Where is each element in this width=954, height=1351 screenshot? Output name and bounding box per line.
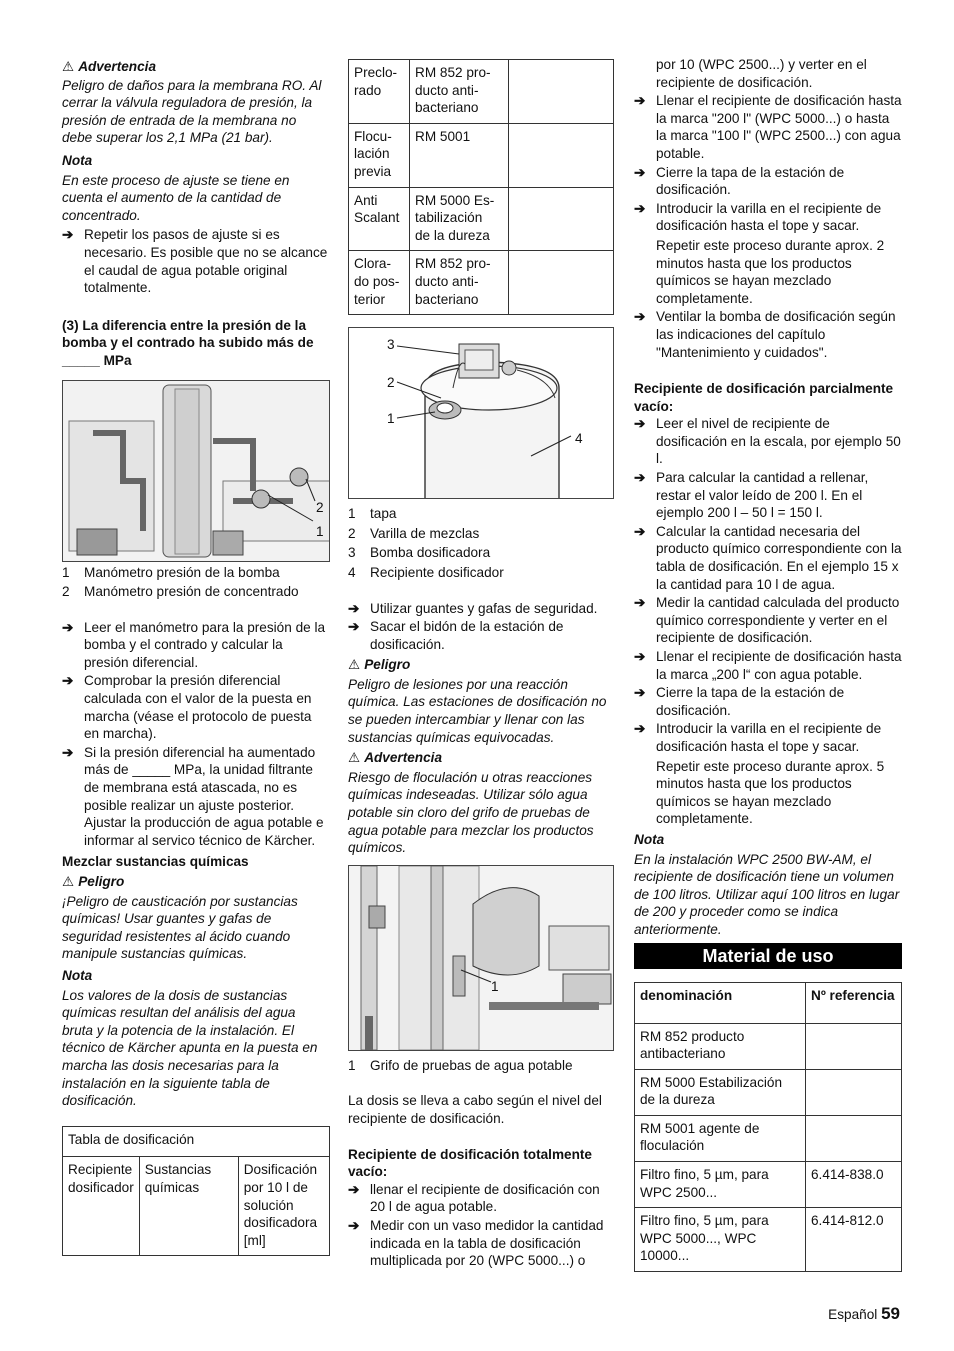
- table-row: [635, 1023, 902, 1069]
- table-cell: Preclo- rado: [349, 60, 410, 124]
- bullet-item: ➔ Llenar el recipiente de dosificación hasta la marca "200 l" (WPC 5000...) o hasta la marca "100 l" (WPC 2500...) con agua potable.: [634, 93, 902, 161]
- table-cell: 6.414-812.0: [806, 1208, 902, 1272]
- table-cell: RM 852 pro- ducto anti- bacteriano: [410, 60, 509, 124]
- arrow-icon: ➔: [634, 164, 646, 180]
- warning-text: Peligro de daños para la membrana RO. Al cerrar la válvula reguladora de presión, la presión de entrada de la membrana no debe superar los 2,1 MPa (21 bar).: [62, 77, 322, 146]
- note-heading: Nota: [62, 967, 93, 983]
- fig-label-3: 3: [387, 337, 395, 353]
- arrow-icon: ➔: [348, 619, 360, 635]
- page-footer: [828, 1305, 900, 1324]
- footer-language: Español: [828, 1307, 878, 1322]
- body-text: Repetir este proceso durante aprox. 5 minutos hasta que los productos químicos se hayan mezclado completamente.: [656, 758, 885, 827]
- bullet-item: ➔ Medir con un vaso medidor la cantidad indicada en la tabla de dosificación multiplicada por 20 (WPC 5000...) o: [348, 1217, 604, 1269]
- arrow-icon: ➔: [348, 1181, 360, 1197]
- table-row: [349, 187, 614, 251]
- table-header-cell: denominación: [635, 982, 806, 1023]
- section-heading: Mezclar sustancias químicas: [62, 854, 249, 870]
- danger-heading: ⚠ Peligro: [348, 657, 411, 673]
- table-cell: Clora- do pos- terior: [349, 251, 410, 315]
- warning-triangle-icon: ⚠: [62, 59, 75, 74]
- fig-label-1: 1: [387, 411, 395, 427]
- fig-label-1: 1: [316, 523, 324, 539]
- table-cell: RM 5001 agente de floculación: [635, 1115, 806, 1161]
- table-cell: 6.414-838.0: [806, 1162, 902, 1208]
- table-cell: Flocu- lación previa: [349, 123, 410, 187]
- table-cell: RM 852 pro- ducto anti- bacteriano: [410, 251, 509, 315]
- section-heading: Recipiente de dosificación parcialmente vacío:: [634, 381, 894, 414]
- table-cell: RM 5000 Es- tabilización de la dureza: [410, 187, 509, 251]
- table-cell: RM 852 producto antibacteriano: [635, 1023, 806, 1069]
- arrow-icon: ➔: [62, 673, 74, 689]
- arrow-icon: ➔: [62, 744, 74, 760]
- arrow-icon: ➔: [634, 649, 646, 664]
- fig-label-2: 2: [387, 375, 395, 391]
- legend-item: 1 Manómetro presión de la bomba: [62, 564, 280, 580]
- legend-item: 1 Grifo de pruebas de agua potable: [348, 1057, 573, 1073]
- dosing-table-rows: [348, 59, 614, 315]
- table-row: [349, 251, 614, 315]
- note-text: En este proceso de ajuste se tiene en cuenta el aumento de la cantidad de concentrado.: [62, 172, 290, 223]
- bullet-item: ➔ Cierre la tapa de la estación de dosificación.: [634, 164, 845, 198]
- table-title: Tabla de dosificación: [63, 1126, 330, 1157]
- table-cell: RM 5001: [410, 123, 509, 187]
- bullet-item: ➔ Utilizar guantes y gafas de seguridad.: [348, 600, 598, 616]
- bullet-item: ➔ Calcular la cantidad necesaria del producto químico correspondiente con la tabla de dosificación. En el ejemplo 15 x la cantidad para 10 l de agua.: [634, 523, 902, 592]
- legend-item: 4 Recipiente dosificador: [348, 564, 504, 580]
- section-heading: (3) La diferencia entre la presión de la bomba y el contrado ha subido más de _____ MPa: [62, 317, 314, 368]
- warning-triangle-icon: ⚠: [348, 657, 361, 673]
- table-cell: [806, 1069, 902, 1115]
- test-tap-illustration: [349, 866, 614, 1050]
- section-title-material: Material de uso: [634, 943, 902, 969]
- section-heading: Recipiente de dosificación totalmente vacío:: [348, 1146, 592, 1180]
- bullet-item: ➔ Medir la cantidad calculada del producto químico correspondiente y verter en el recipiente de dosificación.: [634, 595, 900, 646]
- warning-triangle-icon: ⚠: [62, 874, 75, 889]
- fig-label-1: 1: [491, 978, 499, 994]
- bullet-item: ➔ llenar el recipiente de dosificación con 20 l de agua potable.: [348, 1181, 600, 1215]
- bullet-item: ➔ Cierre la tapa de la estación de dosificación.: [634, 685, 845, 718]
- legend-item: 2 Manómetro presión de concentrado: [62, 584, 299, 600]
- table-cell: Filtro fino, 5 µm, para WPC 5000..., WPC 10000...: [635, 1208, 806, 1272]
- column-2: [348, 59, 614, 1270]
- table-header-row: [635, 982, 902, 1023]
- warning-heading: ⚠ Advertencia: [62, 59, 157, 74]
- arrow-icon: ➔: [634, 523, 646, 539]
- bullet-item: ➔ Comprobar la presión diferencial calculada con el valor de la puesta en marcha (véase el protocolo de puesta en marcha).: [62, 673, 312, 742]
- table-row: [635, 1162, 902, 1208]
- note-heading: Nota: [634, 831, 665, 847]
- arrow-icon: ➔: [634, 93, 646, 109]
- arrow-icon: ➔: [634, 416, 646, 432]
- arrow-icon: ➔: [62, 619, 74, 635]
- table-row: [349, 123, 614, 187]
- bullet-item: ➔ Introducir la varilla en el recipiente de dosificación hasta el tope y sacar.: [634, 200, 882, 234]
- legend-item: 3 Bomba dosificadora: [348, 545, 491, 561]
- table-cell: RM 5000 Estabilización de la dureza: [635, 1069, 806, 1115]
- column-1: [62, 56, 330, 1256]
- table-header-cell: Dosificación por 10 l de solución dosificadora [ml]: [238, 1157, 329, 1256]
- table-row: [635, 1069, 902, 1115]
- fig-label-4: 4: [575, 431, 583, 447]
- danger-text: Peligro de lesiones por una reacción química. Las estaciones de dosificación no se pueden intercambiar y llenar con las sustancias químicas equivocadas.: [348, 676, 607, 745]
- arrow-icon: ➔: [62, 227, 74, 243]
- figure-dosing-station: [348, 327, 614, 499]
- bullet-item: ➔ Si la presión diferencial ha aumentado más de _____ MPa, la unidad filtrante de membrana está atascada, no es posible realizar un ajuste posterior. Ajustar la producción de agua potable e informar al servico técnico de Kärcher.: [62, 744, 324, 848]
- table-cell: [806, 1115, 902, 1161]
- page-number: 59: [881, 1304, 900, 1323]
- legend: [62, 564, 330, 601]
- table-cell: [806, 1023, 902, 1069]
- arrow-icon: ➔: [348, 1217, 360, 1233]
- bullet-item: ➔ Sacar el bidón de la estación de dosificación.: [348, 619, 564, 652]
- arrow-icon: ➔: [348, 600, 360, 616]
- dosing-table-head: [62, 1126, 330, 1257]
- legend-item: 2 Varilla de mezclas: [348, 525, 480, 541]
- table-row: [635, 1115, 902, 1161]
- bullet-item: ➔ Leer el manómetro para la presión de la bomba y el contrado y calcular la presión diferencial.: [62, 619, 326, 670]
- danger-text: ¡Peligro de causticación por sustancias químicas! Usar guantes y gafas de seguridad resistentes al ácido cuando manipule sustancias químicas.: [62, 893, 298, 962]
- figure-manometers: [62, 380, 330, 562]
- arrow-icon: ➔: [634, 470, 646, 486]
- material-table: [634, 982, 902, 1273]
- arrow-icon: ➔: [634, 200, 646, 216]
- arrow-icon: ➔: [634, 595, 646, 611]
- table-row: [635, 1208, 902, 1272]
- body-text: La dosis se lleva a cabo según el nivel del recipiente de dosificación.: [348, 1093, 602, 1126]
- bullet-item: ➔ Repetir los pasos de ajuste si es necesario. Es posible que no se alcance el caudal de agua potable original totalmente.: [62, 227, 328, 296]
- warning-heading: ⚠ Advertencia: [348, 750, 443, 766]
- body-text: por 10 (WPC 2500...) y verter en el recipiente de dosificación.: [656, 57, 867, 90]
- table-cell: Filtro fino, 5 µm, para WPC 2500...: [635, 1162, 806, 1208]
- arrow-icon: ➔: [634, 309, 646, 325]
- figure-test-tap: [348, 865, 614, 1051]
- warning-triangle-icon: ⚠: [348, 750, 361, 766]
- bullet-item: ➔ Ventilar la bomba de dosificación según las indicaciones del capítulo "Mantenimiento y cuidados".: [634, 309, 896, 360]
- note-text: Los valores de la dosis de sustancias químicas resultan del análisis del agua bruta y la potencia de la instalación. El técnico de Kärcher apunta en la puesta en marcha las dosis necesarias para la instalación en la siguiente tabla de dosificación.: [62, 987, 318, 1109]
- table-cell: [509, 187, 614, 251]
- fig-label-2: 2: [316, 499, 324, 515]
- table-cell: Anti Scalant: [349, 187, 410, 251]
- table-cell: [509, 251, 614, 315]
- legend-item: 1 tapa: [348, 506, 397, 522]
- bullet-item: ➔ Introducir la varilla en el recipiente de dosificación hasta el tope y sacar.: [634, 721, 882, 754]
- pipework-illustration: [63, 381, 330, 561]
- body-text: Repetir este proceso durante aprox. 2 minutos hasta que los productos químicos se hayan mezclado completamente.: [656, 237, 885, 306]
- warning-text: Riesgo de floculación u otras reacciones químicas indeseadas. Utilizar sólo agua potable sin cloro del grifo de pruebas de agua potable para mezclar los productos químicos.: [348, 769, 594, 856]
- table-header-cell: Recipiente dosificador: [63, 1157, 140, 1256]
- table-header-cell: Sustancias químicas: [139, 1157, 238, 1256]
- table-cell: [509, 123, 614, 187]
- column-3: [634, 56, 902, 1272]
- table-row: [349, 60, 614, 124]
- arrow-icon: ➔: [634, 685, 646, 701]
- bullet-item: ➔ Leer el nivel de recipiente de dosificación en la escala, por ejemplo 50 l.: [634, 416, 901, 467]
- note-heading: Nota: [62, 152, 93, 168]
- danger-heading: ⚠ Peligro: [62, 874, 125, 889]
- bullet-item: ➔ Llenar el recipiente de dosificación hasta la marca „200 l“ con agua potable.: [634, 649, 902, 682]
- arrow-icon: ➔: [634, 721, 646, 737]
- bullet-item: ➔ Para calcular la cantidad a rellenar, restar el valor leído de 200 l. En el ejemplo 200 l – 50 l = 150 l.: [634, 470, 869, 521]
- table-cell: [509, 60, 614, 124]
- note-text: En la instalación WPC 2500 BW-AM, el recipiente de dosificación tiene un volumen de 100 litros. Utilizar aquí 100 litros en lugar de 200 y proceder como se indica anteriormente.: [634, 851, 900, 937]
- legend: [348, 505, 614, 581]
- table-header-cell: Nº referencia: [806, 982, 902, 1023]
